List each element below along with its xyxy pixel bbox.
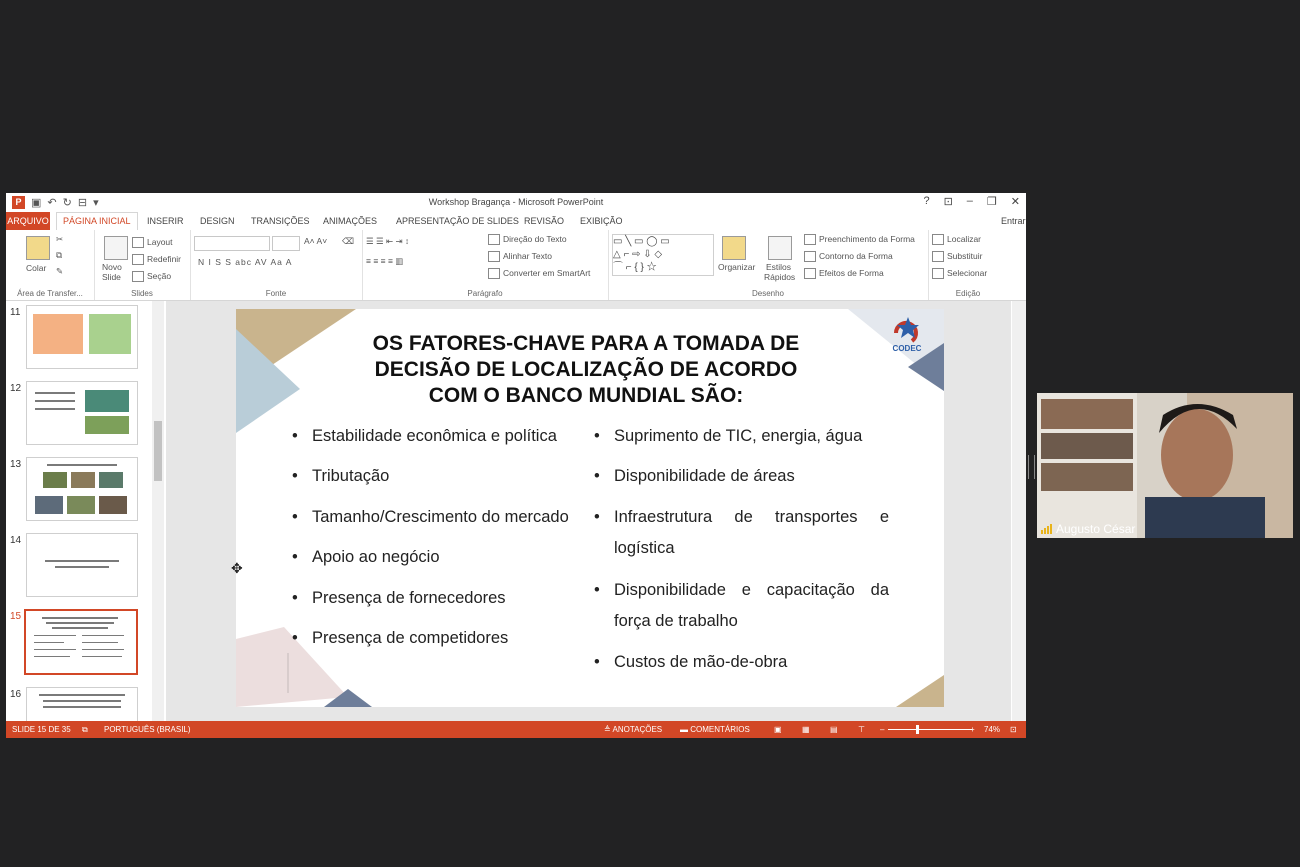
move-cursor-icon: ✥	[231, 560, 243, 576]
slide-counter: SLIDE 15 DE 35	[12, 725, 71, 734]
ribbon-tabs	[6, 212, 1026, 230]
thumb-text	[35, 392, 75, 394]
thumb-image	[67, 496, 95, 514]
thumb-text	[34, 635, 76, 636]
language-indicator[interactable]: PORTUGUÊS (BRASIL)	[104, 725, 191, 734]
tab-animations[interactable]: ANIMAÇÕES	[323, 216, 378, 226]
thumb-image	[43, 472, 67, 488]
zoom-slider[interactable]	[888, 729, 972, 730]
zoom-slider-handle[interactable]	[916, 725, 919, 734]
thumb-text	[47, 464, 117, 466]
shape-outline-label: Contorno da Forma	[819, 251, 893, 261]
thumb-chart	[33, 314, 83, 354]
new-slide-icon[interactable]	[104, 236, 128, 260]
tab-review[interactable]: REVISÃO	[524, 216, 565, 226]
thumb-number: 13	[10, 459, 22, 470]
ribbon-display-button[interactable]: ⊡	[943, 196, 953, 208]
thumb-number: 16	[10, 689, 22, 700]
window-controls	[923, 195, 1020, 208]
tab-design[interactable]: DESIGN	[200, 216, 235, 226]
thumb-text	[35, 408, 75, 410]
slide-thumbnails-panel[interactable]	[6, 301, 167, 721]
thumb-text	[45, 560, 119, 562]
group-font	[190, 230, 363, 300]
thumb-text	[82, 635, 124, 636]
find-label: Localizar	[947, 234, 982, 244]
bullets-icon[interactable]: ☰ ☰ ⇤ ⇥ ↕	[366, 236, 410, 246]
ribbon	[6, 230, 1026, 301]
title-bar	[6, 193, 1026, 212]
thumbnails-scrollbar[interactable]	[152, 301, 164, 721]
undo-icon[interactable]: ↶	[47, 196, 57, 209]
replace-icon	[932, 251, 944, 262]
thumb-text	[39, 694, 125, 696]
new-slide-label[interactable]: Novo	[102, 262, 122, 272]
clear-format-icon[interactable]: ⌫	[342, 236, 355, 246]
shapes-gallery[interactable]: ▭ ╲ ▭ ◯ ▭ △ ⌐ ⇨ ⇩ ◇ ⌒ ⌐ { } ☆	[612, 234, 714, 276]
shape-outline-icon	[804, 251, 816, 262]
bullet-item: • Suprimento de TIC, energia, água	[614, 427, 862, 446]
quick-styles-label[interactable]: Estilos	[766, 262, 792, 272]
current-slide[interactable]	[236, 309, 944, 707]
reading-view-icon[interactable]: ▤	[830, 725, 838, 734]
reset-button[interactable]	[132, 254, 181, 265]
thumb-text	[46, 622, 114, 624]
text-direction-button[interactable]	[488, 234, 567, 245]
section-label: Seção	[147, 271, 172, 281]
powerpoint-window	[6, 193, 1026, 738]
thumbnails-scroll-handle[interactable]	[154, 421, 162, 481]
font-format-buttons[interactable]: N I S S abc AV Aa A	[198, 257, 293, 267]
smartart-icon	[488, 268, 500, 279]
spellcheck-icon[interactable]: ⧉	[82, 725, 88, 734]
replace-button[interactable]	[932, 251, 982, 262]
deco-bottom-right-gold	[896, 675, 944, 707]
replace-label: Substituir	[947, 251, 983, 261]
bullet-item: • Apoio ao negócio	[312, 548, 440, 567]
slide-thumbnail-12[interactable]	[26, 381, 138, 445]
group-font-label: Fonte	[265, 289, 287, 298]
shape-fill-label: Preenchimento da Forma	[819, 234, 915, 244]
find-icon	[932, 234, 944, 245]
zoom-out-icon[interactable]: –	[880, 725, 885, 734]
panel-splitter[interactable]	[1028, 455, 1035, 479]
tab-insert[interactable]: INSERIR	[147, 216, 184, 226]
restore-button[interactable]: ❐	[986, 196, 997, 208]
font-name-input[interactable]	[194, 236, 270, 251]
thumb-text	[43, 700, 121, 702]
layout-label: Layout	[147, 237, 173, 247]
reset-icon	[132, 254, 144, 265]
shape-effects-button[interactable]	[804, 268, 884, 279]
slide-thumbnail-15[interactable]	[24, 609, 138, 675]
text-direction-icon	[488, 234, 500, 245]
minimize-button[interactable]: –	[966, 195, 973, 207]
bullet-item: • Presença de competidores	[312, 629, 508, 648]
help-button[interactable]: ?	[923, 195, 930, 207]
codec-logo	[888, 313, 926, 353]
thumb-image	[99, 472, 123, 488]
group-slides	[94, 230, 191, 300]
slide-scrollbar[interactable]	[1012, 301, 1026, 721]
select-icon	[932, 268, 944, 279]
find-button[interactable]	[932, 234, 981, 245]
tab-slideshow[interactable]: APRESENTAÇÃO DE SLIDES	[396, 216, 519, 226]
thumb-text	[34, 642, 64, 643]
powerpoint-icon: P	[12, 196, 25, 209]
signin-link[interactable]: Entrar	[1001, 216, 1026, 226]
thumb-text	[34, 656, 70, 657]
participant-name: Augusto César	[1056, 522, 1136, 536]
thumb-number-selected: 15	[10, 611, 22, 622]
bullet-item: • Infraestrutura de transportes e logística	[614, 502, 889, 564]
comments-button[interactable]: ▬ COMENTÁRIOS	[680, 725, 750, 734]
paste-icon[interactable]	[26, 236, 50, 260]
participant-name-tag	[1041, 522, 1135, 536]
thumb-text	[82, 649, 124, 650]
comments-label: COMENTÁRIOS	[690, 725, 750, 734]
quick-styles-icon[interactable]	[768, 236, 792, 260]
slide-title	[336, 331, 836, 409]
align-text-label: Alinhar Texto	[503, 251, 552, 261]
bullet-item: • Custos de mão-de-obra	[614, 653, 787, 672]
group-drawing-label: Desenho	[751, 289, 785, 298]
group-editing	[928, 230, 1008, 300]
tab-file[interactable]: ARQUIVO	[6, 212, 50, 230]
start-from-beginning-icon[interactable]: ⊟	[77, 196, 88, 209]
thumb-image	[71, 472, 95, 488]
format-painter-icon[interactable]: ✎	[56, 266, 64, 276]
zoom-in-icon[interactable]: +	[970, 725, 975, 734]
thumb-text	[34, 649, 76, 650]
close-button[interactable]: ✕	[1010, 196, 1020, 208]
thumb-text	[55, 566, 109, 568]
redo-icon[interactable]: ↻	[62, 196, 72, 209]
slide-sorter-icon[interactable]: ▦	[802, 725, 810, 734]
window-title: Workshop Bragança - Microsoft PowerPoint	[428, 197, 604, 207]
slide-editing-area	[166, 301, 1011, 721]
notes-label: ANOTAÇÕES	[612, 725, 663, 734]
thumb-text	[82, 656, 122, 657]
group-paragraph	[362, 230, 609, 300]
tab-view[interactable]: EXIBIÇÃO	[580, 216, 623, 226]
group-slides-label: Slides	[131, 289, 153, 298]
bullet-item: • Estabilidade econômica e política	[312, 427, 557, 446]
thumb-number: 11	[10, 307, 21, 318]
status-bar	[6, 721, 1026, 738]
slide-thumbnail-13[interactable]	[26, 457, 138, 521]
section-icon	[132, 271, 144, 282]
fit-to-window-icon[interactable]: ⊡	[1010, 725, 1017, 734]
shape-effects-icon	[804, 268, 816, 279]
signal-bars-icon	[1041, 524, 1052, 534]
group-paragraph-label: Parágrafo	[467, 289, 503, 298]
font-size-input[interactable]	[272, 236, 300, 251]
group-drawing	[608, 230, 929, 300]
thumb-image	[99, 496, 127, 514]
paste-label[interactable]: Colar	[26, 263, 47, 273]
smartart-button[interactable]	[488, 268, 590, 279]
slide-thumbnail-14[interactable]	[26, 533, 138, 597]
thumb-text	[42, 617, 118, 619]
zoom-level[interactable]: 74%	[984, 725, 1001, 734]
slide-title-line: DECISÃO DE LOCALIZAÇÃO DE ACORDO	[374, 358, 798, 381]
bullet-item: • Disponibilidade de áreas	[614, 467, 795, 486]
bullet-item: • Disponibilidade e capacitação da força de trabalho	[614, 575, 889, 637]
slideshow-icon[interactable]: ⊤	[858, 725, 865, 734]
layout-button[interactable]	[132, 237, 173, 248]
tab-home[interactable]: PÁGINA INICIAL	[56, 212, 138, 230]
section-button[interactable]	[132, 271, 171, 282]
align-text-button[interactable]	[488, 251, 552, 262]
new-slide-label-2[interactable]: Slide	[102, 272, 121, 282]
quick-styles-label-2[interactable]: Rápidos	[764, 272, 796, 282]
select-button[interactable]	[932, 268, 987, 279]
group-clipboard	[6, 230, 95, 300]
shape-fill-icon	[804, 234, 816, 245]
thumb-image	[85, 416, 129, 434]
shape-fill-button[interactable]	[804, 234, 915, 245]
grow-font-icon[interactable]: A˄ A˅	[304, 236, 328, 246]
bullet-item: • Tamanho/Crescimento do mercado	[312, 508, 569, 527]
align-icons[interactable]: ≡ ≡ ≡ ≡ ▥	[366, 256, 404, 266]
normal-view-icon[interactable]: ▣	[774, 725, 782, 734]
shape-outline-button[interactable]	[804, 251, 893, 262]
arrange-label[interactable]: Organizar	[718, 262, 756, 272]
thumb-image	[35, 496, 63, 514]
bullet-item: • Tributação	[312, 467, 389, 486]
thumb-text	[43, 706, 121, 708]
copy-icon[interactable]: ⧉	[56, 250, 63, 260]
video-frame	[1037, 393, 1293, 538]
align-text-icon	[488, 251, 500, 262]
bullet-item: • Presença de fornecedores	[312, 589, 506, 608]
thumb-number: 12	[10, 383, 22, 394]
thumb-text	[82, 642, 118, 643]
svg-text:CODEC: CODEC	[892, 344, 922, 353]
notes-button[interactable]: ≜ ANOTAÇÕES	[604, 725, 663, 734]
thumb-text	[52, 627, 108, 629]
shape-effects-label: Efeitos de Forma	[819, 268, 884, 278]
layout-icon	[132, 237, 144, 248]
group-editing-label: Edição	[955, 289, 981, 298]
slide-title-line: OS FATORES-CHAVE PARA A TOMADA DE	[372, 332, 800, 355]
select-label: Selecionar	[947, 268, 988, 278]
reset-label: Redefinir	[147, 254, 182, 264]
slide-title-line: COM O BANCO MUNDIAL SÃO:	[428, 384, 744, 407]
save-icon[interactable]: ▣	[31, 196, 42, 209]
text-direction-label: Direção do Texto	[503, 234, 567, 244]
thumb-number: 14	[10, 535, 22, 546]
slide-thumbnail-11[interactable]	[26, 305, 138, 369]
participant-video	[1037, 393, 1293, 538]
group-clipboard-label: Área de Transfer...	[17, 289, 83, 298]
thumb-map	[89, 314, 131, 354]
thumb-image	[85, 390, 129, 412]
arrange-icon[interactable]	[722, 236, 746, 260]
tab-transitions[interactable]: TRANSIÇÕES	[251, 216, 310, 226]
customize-qat-icon[interactable]: ▾	[93, 196, 99, 209]
cut-icon[interactable]: ✂	[56, 234, 64, 244]
thumb-text	[35, 400, 75, 402]
smartart-label: Converter em SmartArt	[503, 268, 591, 278]
